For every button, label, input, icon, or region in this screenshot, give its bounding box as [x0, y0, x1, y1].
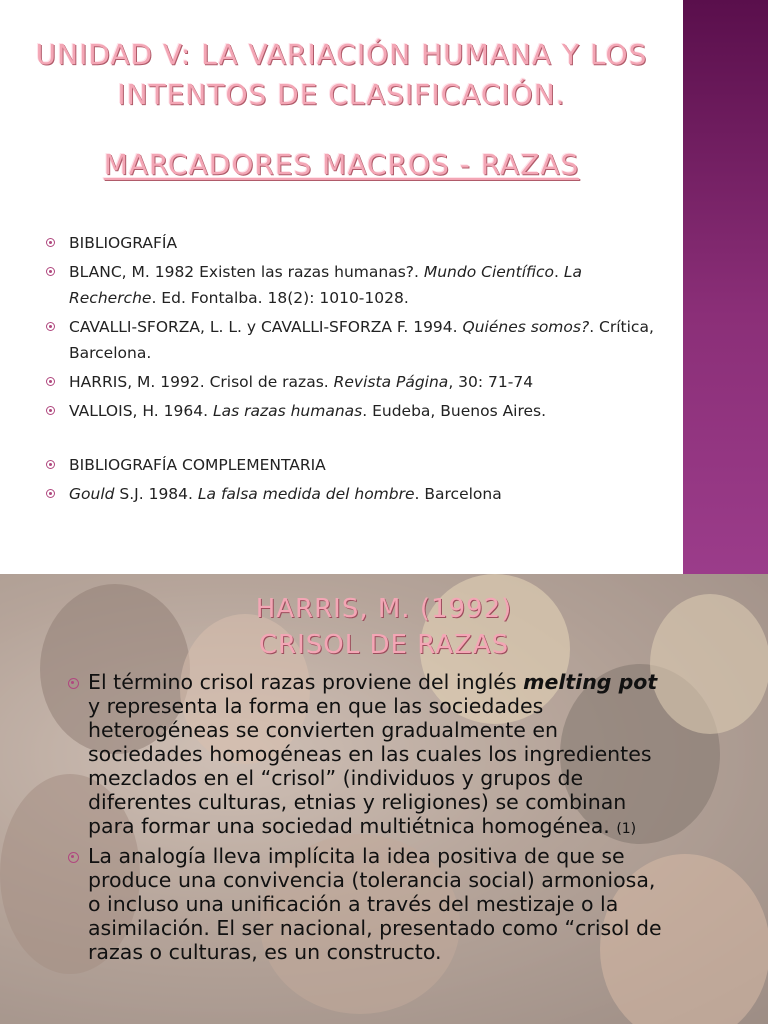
slide-title-line-2: INTENTOS DE CLASIFICACIÓN. — [117, 78, 566, 111]
bullet-icon — [68, 852, 79, 863]
list-item: La analogía lleva implícita la idea positiva de que se produce una convivencia (tolerancia social) armoniosa, o incluso una unificación a través del mestizaje o la asimilación. El ser nacional, presentado como “crisol de razas o culturas, es un constructo. — [66, 844, 666, 964]
slide-crisol-de-razas — [0, 574, 768, 1024]
bullet-icon — [46, 377, 55, 386]
bullet-icon — [46, 322, 55, 331]
bullet-icon — [46, 238, 55, 247]
slide-title-line-2: CRISOL DE RAZAS — [258, 630, 510, 660]
list-item: El término crisol razas proviene del inglés melting pot y representa la forma en que las sociedades heterogéneas se convierten gradualmente en sociedades homogéneas en las cuales los ingredientes mezclados en el “crisol” (individuos y grupos de diferentes culturas, etnias y religiones) se combinan para formar una sociedad multiétnica homogénea. (1) — [66, 670, 666, 841]
list-item: BLANC, M. 1982 Existen las razas humanas?. Mundo Científico. La Recherche. Ed. Fontalba. 18(2): 1010-1028. — [44, 259, 664, 311]
bullet-icon — [46, 489, 55, 498]
list-item: Gould S.J. 1984. La falsa medida del hombre. Barcelona — [44, 481, 664, 507]
slide-title-line-1: HARRIS, M. (1992) — [255, 594, 513, 624]
list-item: CAVALLI-SFORZA, L. L. y CAVALLI-SFORZA F. 1994. Quiénes somos?. Crítica, Barcelona. — [44, 314, 664, 366]
list-item: BIBLIOGRAFÍA COMPLEMENTARIA — [44, 452, 664, 478]
bibliography-list — [44, 230, 664, 427]
slide-title-line-1: UNIDAD V: LA VARIACIÓN HUMANA Y LOS — [35, 38, 648, 71]
list-item: BIBLIOGRAFÍA — [44, 230, 664, 256]
slide-subtitle: MARCADORES MACROS - RAZAS — [103, 148, 580, 181]
list-item: VALLOIS, H. 1964. Las razas humanas. Eudeba, Buenos Aires. — [44, 398, 664, 424]
list-item: HARRIS, M. 1992. Crisol de razas. Revista Página, 30: 71-74 — [44, 369, 664, 395]
bullet-icon — [68, 678, 79, 689]
bullet-icon — [46, 406, 55, 415]
bullet-icon — [46, 267, 55, 276]
decorative-side-bar — [683, 0, 768, 574]
bullet-icon — [46, 460, 55, 469]
body-list — [66, 670, 666, 967]
complementary-bibliography-list — [44, 452, 664, 510]
